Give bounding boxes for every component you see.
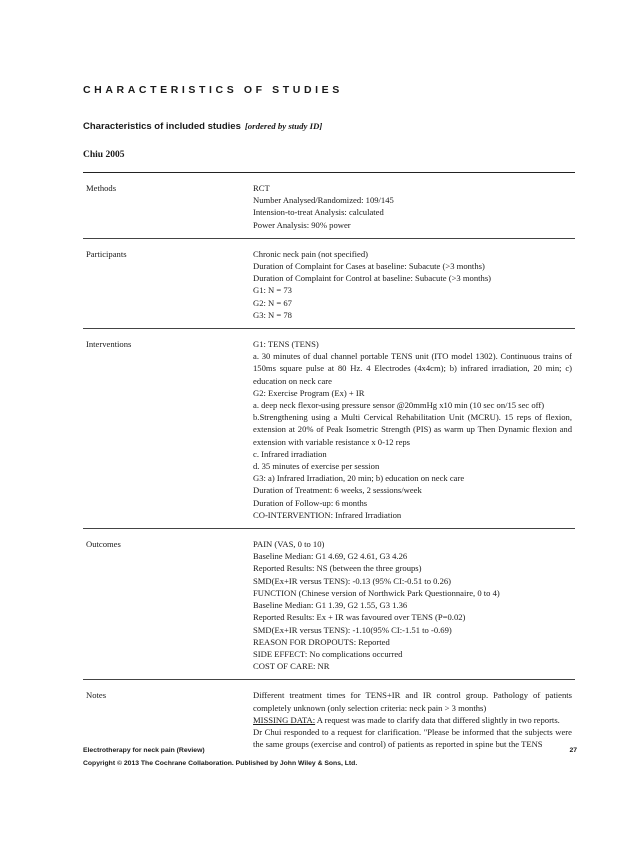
row-label: Notes (86, 690, 107, 701)
section-title: CHARACTERISTICS OF STUDIES (83, 84, 343, 96)
missing-data-text: A request was made to clarify data that differed slightly in two reports. (315, 714, 560, 725)
content-line: Duration of Follow-up: 6 months (253, 497, 368, 508)
table-title (83, 121, 322, 132)
table-row-outcomes (83, 529, 575, 680)
study-id: Chiu 2005 (83, 150, 125, 160)
content-line: Duration of Complaint for Control at baseline: Subacute (>3 months) (253, 273, 492, 284)
table-row-participants (83, 239, 575, 329)
content-line: Number Analysed/Randomized: 109/145 (253, 195, 394, 206)
content-line: Chronic neck pain (not specified) (253, 248, 369, 259)
content-line: G2: N = 67 (253, 297, 292, 308)
content-line: c. Infrared irradiation (253, 448, 327, 459)
content-line: FUNCTION (Chinese version of Northwick Park Questionnaire, 0 to 4) (253, 587, 500, 598)
content-line: G3: a) Infrared Irradiation, 20 min; b) education on neck care (253, 473, 465, 484)
content-line: Reported Results: NS (between the three groups) (253, 563, 422, 574)
content-line: G1: TENS (TENS) (253, 339, 319, 350)
table-row-notes (83, 680, 575, 757)
row-content (253, 182, 572, 231)
row-content (253, 248, 572, 321)
footer-title: Electrotherapy for neck pain (Review) (83, 747, 205, 754)
content-line: REASON FOR DROPOUTS: Reported (253, 636, 390, 647)
row-content (253, 538, 572, 672)
table-subtitle: [ordered by study ID] (244, 121, 323, 131)
content-paragraph: a. 30 minutes of dual channel portable TENS unit (ITO model 1302). Continuous trains of 150ms square pulse at 80 Hz. 4 Electrodes (4x4cm); b) infrared irradiation, 20 min; c) education on neck care (253, 351, 572, 386)
content-line: Reported Results: Ex + IR was favoured over TENS (P=0.02) (253, 612, 466, 623)
content-line: CO-INTERVENTION: Infrared Irradiation (253, 509, 402, 520)
characteristics-table (83, 172, 575, 757)
content-line: G3: N = 78 (253, 309, 292, 320)
row-label: Interventions (86, 339, 132, 350)
content-line: a. deep neck flexor-using pressure sensor @20mmHg x10 min (10 sec on/15 sec off) (253, 400, 545, 411)
row-label: Participants (86, 248, 127, 259)
content-line: Baseline Median: G1 4.69, G2 4.61, G3 4.26 (253, 551, 408, 562)
table-row-methods (83, 173, 575, 239)
content-paragraph: b.Strengthening using a Multi Cervical Rehabilitation Unit (MCRU). 15 reps of flexion, extension at 20% of Peak Isometric Strength (PIS) as warm up Then Dynamic flexion and extension with variable resistance x 0-12 reps (253, 412, 572, 447)
content-line: G2: Exercise Program (Ex) + IR (253, 387, 365, 398)
content-line: RCT (253, 183, 270, 193)
content-line: SIDE EFFECT: No complications occurred (253, 648, 403, 659)
row-label: Methods (86, 183, 117, 193)
row-content (253, 338, 572, 521)
missing-data-line (253, 714, 572, 726)
content-line: Intension-to-treat Analysis: calculated (253, 207, 384, 218)
content-line: Duration of Treatment: 6 weeks, 2 sessions/week (253, 485, 422, 496)
content-line: Baseline Median: G1 1.39, G2 1.55, G3 1.36 (253, 600, 408, 611)
content-line: Power Analysis: 90% power (253, 219, 351, 230)
content-line: SMD(Ex+IR versus TENS): -1.10(95% CI:-1.51 to -0.69) (253, 624, 452, 635)
table-title-text: Characteristics of included studies (83, 121, 241, 132)
content-line: SMD(Ex+IR versus TENS): -0.13 (95% CI:-0.51 to 0.26) (253, 575, 452, 586)
content-paragraph: Dr Chui responded to a request for clarification. "Please be informed that the subjects were the same groups (exercise and control) of patients as reported in spine but the TENS (253, 726, 572, 750)
content-paragraph: Different treatment times for TENS+IR and IR control group. Pathology of patients completely unknown (only selection criteria: neck pain > 3 months) (253, 690, 572, 713)
row-label: Outcomes (86, 539, 121, 550)
content-line: PAIN (VAS, 0 to 10) (253, 539, 325, 550)
page-number: 27 (569, 747, 577, 754)
content-line: d. 35 minutes of exercise per session (253, 461, 380, 472)
footer-copyright: Copyright © 2013 The Cochrane Collaboration. Published by John Wiley & Sons, Ltd. (83, 760, 358, 767)
content-line: Duration of Complaint for Cases at baseline: Subacute (>3 months) (253, 261, 485, 272)
content-line: COST OF CARE: NR (253, 661, 330, 672)
row-content (253, 689, 572, 750)
table-row-interventions (83, 329, 575, 529)
content-line: G1: N = 73 (253, 285, 292, 296)
missing-data-label: MISSING DATA: (253, 714, 316, 725)
